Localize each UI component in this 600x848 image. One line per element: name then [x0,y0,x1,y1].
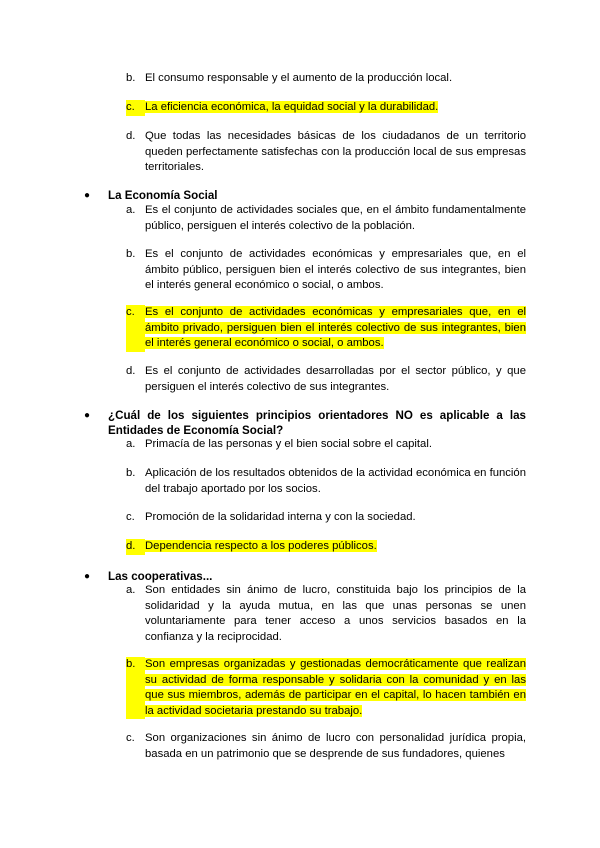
option-text: Dependencia respecto a los poderes públicos. [145,540,377,552]
bullet-icon: ● [84,410,91,421]
option-text: Promoción de la solidaridad interna y con la sociedad. [145,511,416,523]
option-b [126,71,526,87]
option-text: Es el conjunto de actividades desarrolladas por el sector público, y que persiguen el interés colectivo de sus integrantes. [145,365,526,393]
option-letter: c. [126,305,145,352]
bullet-icon: ● [84,190,91,201]
option-letter: c. [126,100,145,116]
option-c-highlighted [126,100,526,116]
option-text: Es el conjunto de actividades económicas y empresariales que, en el ámbito privado, persiguen bien el interés colectivo de sus integrantes, bien el interés general económico o social, o ambos. [145,306,526,349]
question-title: Las cooperativas... [108,570,213,583]
option-c-highlighted [126,305,526,352]
option-text: Son entidades sin ánimo de lucro, constituida bajo los principios de la solidaridad y la ayuda mutua, en las que unas personas se unen voluntariamente para tener acceso a unos servicios basados en la confianza y la reciprocidad. [145,584,526,643]
option-letter: d. [126,365,136,377]
option-letter: b. [126,467,136,479]
option-a [126,203,526,234]
option-letter: b. [126,657,145,719]
option-text: Aplicación de los resultados obtenidos de la actividad económica en función del trabajo aportado por los socios. [145,467,526,495]
option-letter: b. [126,72,136,84]
option-letter: c. [126,511,135,523]
option-d [126,364,526,395]
option-letter: a. [126,204,136,216]
option-text: Es el conjunto de actividades económicas y empresariales que, en el ámbito público, persiguen bien el interés colectivo de sus integrantes, bien el interés general económico o social, o ambos. [145,248,526,291]
option-b-highlighted [126,657,526,719]
option-b [126,466,526,497]
option-c [126,510,526,526]
option-letter: a. [126,584,136,596]
option-a [126,437,526,453]
option-text: Son empresas organizadas y gestionadas democráticamente que realizan su actividad de forma responsable y solidaria con la comunidad y en las que sus miembros, además de participar en el capital, lo hacen también en la actividad societaria prestando su trabajo. [145,658,526,717]
question-principios [84,408,526,438]
option-d-highlighted [126,539,526,555]
option-text: La eficiencia económica, la equidad social y la durabilidad. [145,101,439,113]
option-text: Primacía de las personas y el bien social sobre el capital. [145,438,432,450]
question-title: La Economía Social [108,189,218,202]
option-letter: c. [126,732,135,744]
option-letter: d. [126,539,145,555]
bullet-icon: ● [84,571,91,582]
option-letter: d. [126,130,136,142]
question-title: ¿Cuál de los siguientes principios orientadores NO es aplicable a las Entidades de Economía Social? [108,409,526,437]
option-letter: a. [126,438,136,450]
option-text: Es el conjunto de actividades sociales que, en el ámbito fundamentalmente público, persiguen el interés colectivo de la población. [145,204,526,232]
option-a [126,583,526,645]
option-b [126,247,526,294]
option-text: Son organizaciones sin ánimo de lucro con personalidad jurídica propia, basada en un patrimonio que se desprende de sus fundadores, quienes [145,732,526,760]
question-economia-social [84,188,526,203]
option-c [126,731,526,762]
option-text: El consumo responsable y el aumento de la producción local. [145,72,453,84]
option-text: Que todas las necesidades básicas de los ciudadanos de un territorio queden perfectamente satisfechas con la producción local de sus empresas territoriales. [145,130,526,173]
option-letter: b. [126,248,136,260]
question-cooperativas [84,569,526,584]
option-d [126,129,526,176]
